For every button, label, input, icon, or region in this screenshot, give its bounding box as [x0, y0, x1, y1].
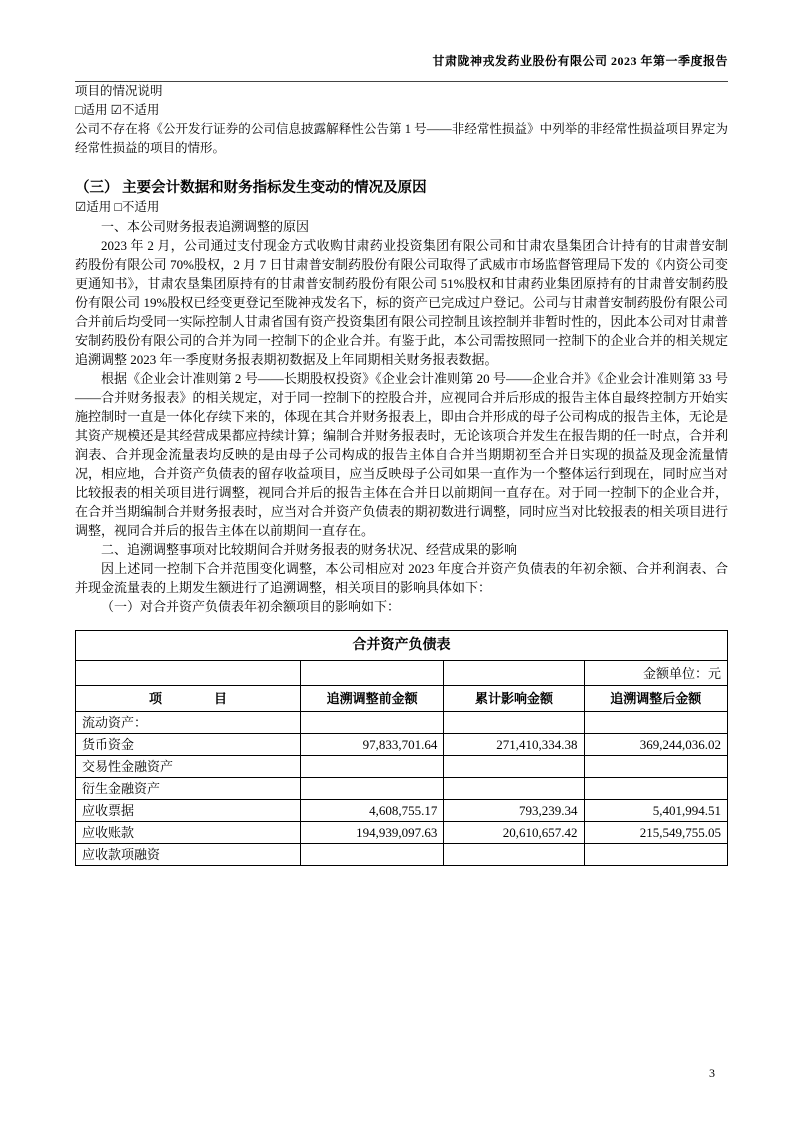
- page-number: 3: [709, 1066, 715, 1080]
- row-after: 215,549,755.05: [584, 822, 727, 844]
- report-title: 甘肃陇神戎发药业股份有限公司 2023 年第一季度报告: [432, 54, 728, 68]
- paragraph-1: 2023 年 2 月，公司通过支付现金方式收购甘肃药业投资集团有限公司和甘肃农垦集团合计持有的甘肃普安制药股份有限公司 70%股权，2 月 7 日甘肃普安制药股份有限公司取得了武威市市场监督管理局下发的《内资公司变更通知书》，甘肃农垦集团原持有的甘肃普安制药股份有限公司 51%股权和甘肃药业集团原持有的甘肃普安制药股份有限公司 19%股权已经变更登记至陇神戎发名下，标的资产已完成过户登记。公司与甘肃普安制药股份有限公司合并前后均受同一实际控制人甘肃省国有资产投资集团有限公司控制且该控制并非暂时性的，因此本公司对甘肃普安制药股份有限公司的合并为同一控制下的企业合并。有鉴于此，本公司需按照同一控制下的企业合并的相关规定追溯调整 2023 年一季度财务报表期初数据及上年同期相关财务报表数据。: [75, 238, 728, 367]
- row-before: 97,833,701.64: [300, 734, 443, 756]
- row-item: 应收账款: [76, 822, 301, 844]
- list-item-1-title: （一）对合并资产负债表年初余额项目的影响如下：: [101, 599, 401, 614]
- table-unit-row: [76, 661, 728, 686]
- note-label: 项目的情况说明: [75, 84, 163, 98]
- table-header-row: [76, 686, 728, 712]
- row-item: 衍生金融资产: [76, 778, 301, 800]
- row-item: 货币资金: [76, 734, 301, 756]
- row-before: [300, 778, 443, 800]
- row-impact: 793,239.34: [444, 800, 584, 822]
- table-row: [76, 734, 728, 756]
- row-impact: 271,410,334.38: [444, 734, 584, 756]
- empty-cell: [300, 712, 443, 734]
- row-impact: [444, 844, 584, 866]
- row-after: [584, 778, 727, 800]
- empty-cell: [300, 661, 443, 686]
- table-row: [76, 800, 728, 822]
- paragraph-3: 因上述同一控制下合并范围变化调整，本公司相应对 2023 年度合并资产负债表的年初余额、合并利润表、合并现金流量表的上期发生额进行了追溯调整，相关项目的影响具体如下：: [75, 561, 728, 595]
- row-item: 应收款项融资: [76, 844, 301, 866]
- row-impact: [444, 778, 584, 800]
- empty-cell: [584, 712, 727, 734]
- row-item: 交易性金融资产: [76, 756, 301, 778]
- row-before: 4,608,755.17: [300, 800, 443, 822]
- col-header-item: 项 目: [76, 686, 301, 712]
- table-section-row: [76, 712, 728, 734]
- row-after: [584, 756, 727, 778]
- empty-cell: [444, 712, 584, 734]
- row-impact: 20,610,657.42: [444, 822, 584, 844]
- empty-cell: [76, 661, 301, 686]
- subsection-1-title: 一、本公司财务报表追溯调整的原因: [101, 219, 310, 234]
- col-header-before-adjustment: 追溯调整前金额: [300, 686, 443, 712]
- applicability-line-1: □适用 ☑不适用: [75, 103, 160, 117]
- table-row: [76, 844, 728, 866]
- subsection-2-title: 二、追溯调整事项对比较期间合并财务报表的财务状况、经营成果的影响: [101, 542, 518, 557]
- table-row: [76, 822, 728, 844]
- amount-unit-label: 金额单位：元: [584, 661, 727, 686]
- col-header-cumulative-impact: 累计影响金额: [444, 686, 584, 712]
- row-after: 5,401,994.51: [584, 800, 727, 822]
- row-before: [300, 844, 443, 866]
- col-header-after-adjustment: 追溯调整后金额: [584, 686, 727, 712]
- table-title-row: [76, 631, 728, 661]
- table-row: [76, 778, 728, 800]
- document-header: [75, 52, 728, 82]
- paragraph-2: 根据《企业会计准则第 2 号——长期股权投资》《企业会计准则第 20 号——企业合并》《企业会计准则第 33 号——合并财务报表》的相关规定，对于同一控制下的控股合并，应视同合并后形成的报告主体自最终控制方开始实施控制时一直是一体化存续下来的，体现在其合并财务报表上，即由合并形成的母子公司构成的报告主体，无论是其资产规模还是其经营成果都应持续计算；编制合并财务报表时，无论该项合并发生在报告期的任一时点，合并利润表、合并现金流量表均反映的是由母子公司构成的报告主体自合并当期期初至合并日实现的损益及现金流量情况，相应地，合并资产负债表的留存收益项目，应当反映母子公司如果一直作为一个整体运行到现在，同时应当对比较报表的相关项目进行调整，视同合并后的报告主体在合并日以前期间一直存在。对于同一控制下的企业合并，在合并当期编制合并财务报表时，应当对合并资产负债表的期初数进行调整，同时应当对比较报表的相关项目进行调整，视同合并后的报告主体在以前期间一直存在。: [75, 371, 728, 538]
- row-after: 369,244,036.02: [584, 734, 727, 756]
- table-title: 合并资产负债表: [76, 631, 728, 661]
- document-body: [75, 82, 728, 866]
- balance-sheet-table: [75, 630, 728, 866]
- table-row: [76, 756, 728, 778]
- row-before: [300, 756, 443, 778]
- empty-cell: [444, 661, 584, 686]
- row-after: [584, 844, 727, 866]
- row-impact: [444, 756, 584, 778]
- section-label-current-assets: 流动资产：: [76, 712, 301, 734]
- row-before: 194,939,097.63: [300, 822, 443, 844]
- section-heading: （三） 主要会计数据和财务指标发生变动的情况及原因: [75, 180, 427, 196]
- note-text: 公司不存在将《公开发行证券的公司信息披露解释性公告第 1 号——非经常性损益》中列举的非经常性损益项目界定为经常性损益的项目的情形。: [75, 122, 728, 155]
- applicability-line-2: ☑适用 □不适用: [75, 200, 160, 214]
- row-item: 应收票据: [76, 800, 301, 822]
